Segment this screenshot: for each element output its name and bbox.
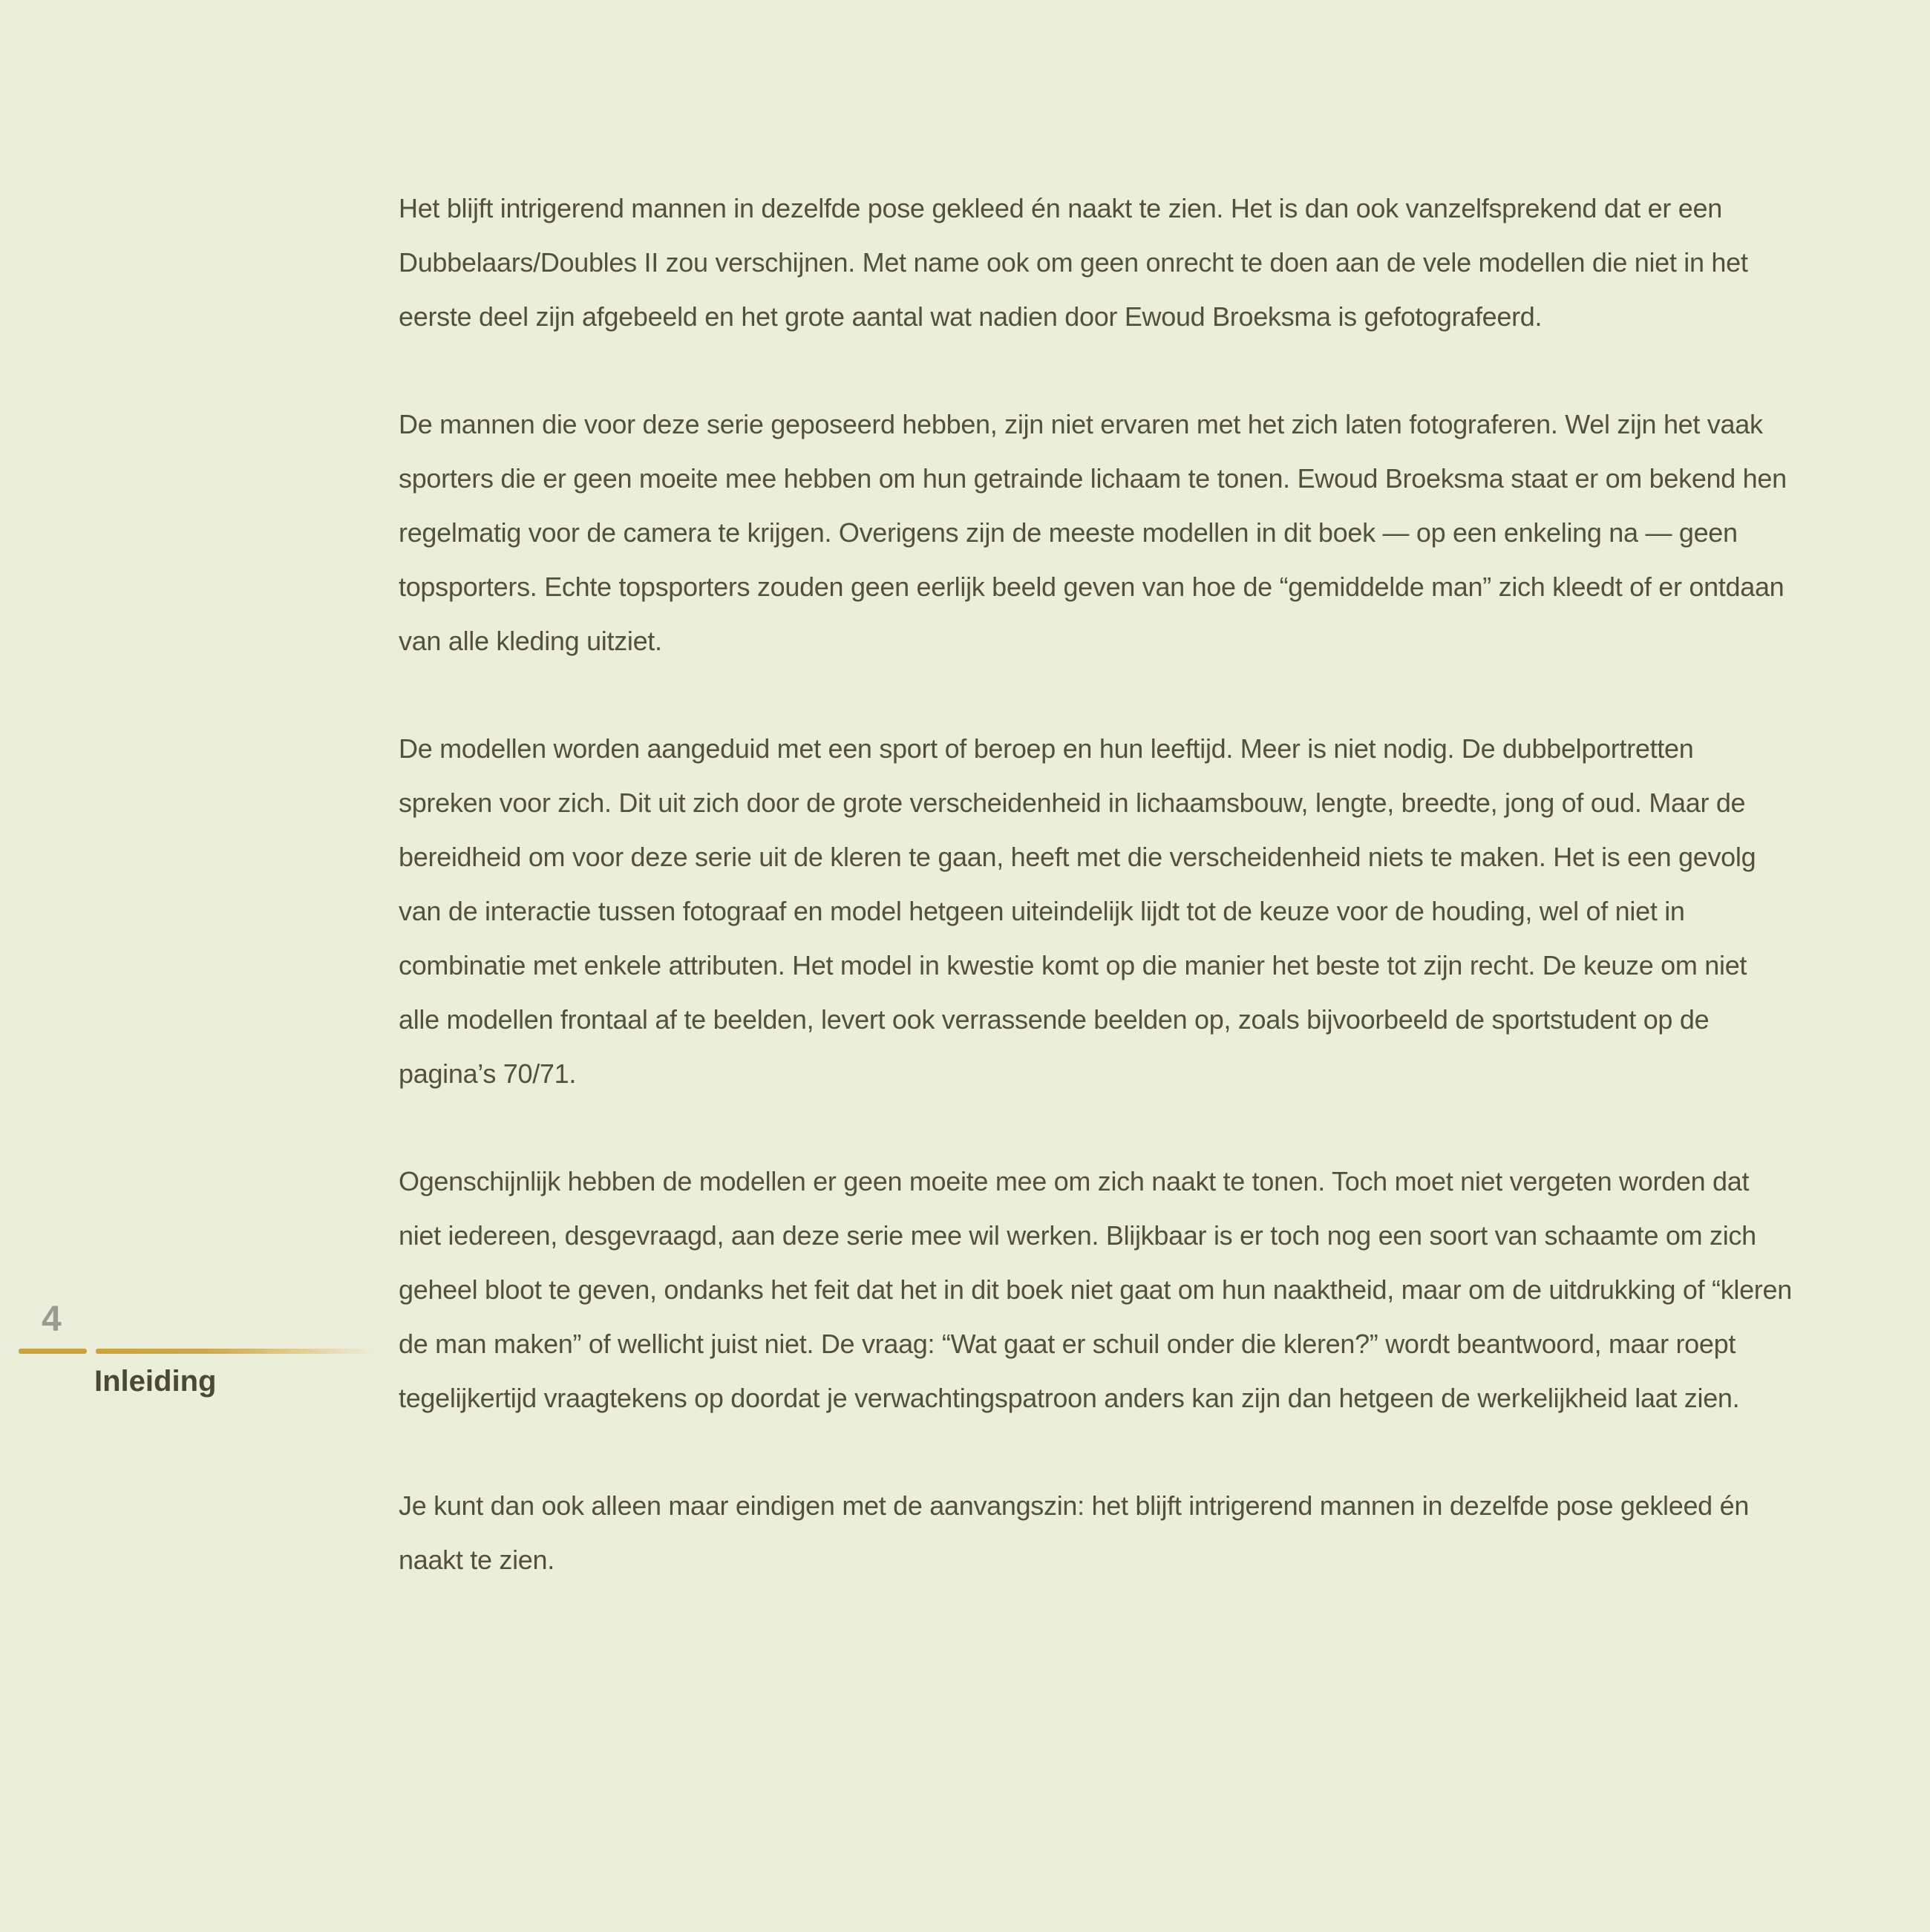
- body-paragraph: Het blijft intrigerend mannen in dezelfde pose gekleed én naakt te zien. Het is dan ook vanzelfsprekend dat er een Dubbelaars/Doubles II zou verschijnen. Met name ook om geen onrecht te doen aan de vele modellen die niet in het eerste deel zijn afgebeeld en het grote aantal wat nadien door Ewoud Broeksma is gefotografeerd.: [399, 193, 1748, 332]
- section-rule: [19, 1349, 376, 1354]
- section-title: Inleiding: [94, 1365, 217, 1398]
- body-text-column: [399, 181, 1794, 1587]
- body-paragraph: Je kunt dan ook alleen maar eindigen met de aanvangszin: het blijft intrigerend mannen in dezelfde pose gekleed én naakt te zien.: [399, 1490, 1750, 1575]
- page-number: 4: [42, 1300, 62, 1339]
- body-paragraph: De modellen worden aangeduid met een sport of beroep en hun leeftijd. Meer is niet nodig. De dubbelportretten spreken voor zich. Dit uit zich door de grote verscheidenheid in lichaamsbouw, lengte, breedte, jong of oud. Maar de bereidheid om voor deze serie uit de kleren te gaan, heeft met die verscheidenheid niets te maken. Het is een gevolg van de interactie tussen fotograaf en model hetgeen uiteindelijk lijdt tot de keuze voor de houding, wel of niet in combinatie met enkele attributen. Het model in kwestie komt op die manier het beste tot zijn recht. De keuze om niet alle modellen frontaal af te beelden, levert ook verrassende beelden op, zoals bijvoorbeeld de sportstudent op de pagina’s 70/71.: [399, 733, 1756, 1089]
- body-paragraph: De mannen die voor deze serie geposeerd hebben, zijn niet ervaren met het zich laten fotograferen. Wel zijn het vaak sporters die er geen moeite mee hebben om hun getrainde lichaam te tonen. Ewoud Broeksma staat er om bekend hen regelmatig voor de camera te krijgen. Overigens zijn de meeste modellen in dit boek — op een enkeling na — geen topsporters. Echte topsporters zouden geen eerlijk beeld geven van hoe de “gemiddelde man” zich kleedt of er ontdaan van alle kleding uitziet.: [399, 409, 1787, 656]
- rule-segment-short: [19, 1349, 87, 1354]
- body-paragraph: Ogenschijnlijk hebben de modellen er geen moeite mee om zich naakt te tonen. Toch moet niet vergeten worden dat niet iedereen, desgevraagd, aan deze serie mee wil werken. Blijkbaar is er toch nog een soort van schaamte om zich geheel bloot te geven, ondanks het feit dat het in dit boek niet gaat om hun naaktheid, maar om de uitdrukking of “kleren de man maken” of wellicht juist niet. De vraag: “Wat gaat er schuil onder die kleren?” wordt beantwoord, maar roept tegelijkertijd vraagtekens op doordat je verwachtingspatroon anders kan zijn dan hetgeen de werkelijkheid laat zien.: [399, 1166, 1792, 1413]
- rule-segment-long: [96, 1349, 376, 1354]
